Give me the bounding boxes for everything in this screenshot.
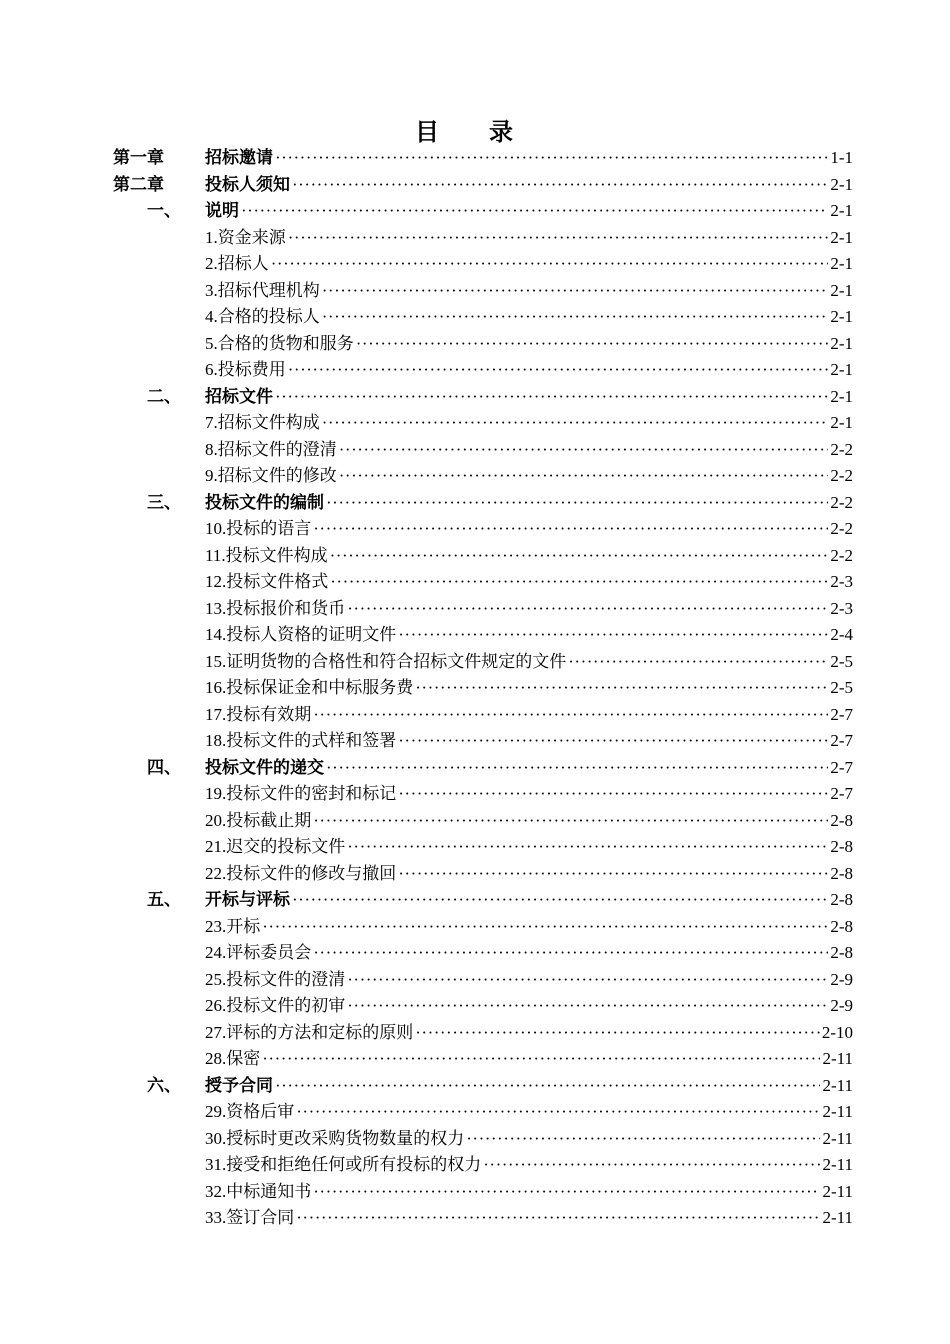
dot-leader (339, 440, 829, 460)
toc-entry-page: 2-1 (830, 307, 853, 326)
toc-entry[interactable] (113, 991, 853, 1018)
toc-entry-label: 7.招标文件构成 (205, 413, 320, 432)
toc-entry-label: 9.招标文件的修改 (205, 466, 337, 485)
toc-entry[interactable] (113, 276, 853, 303)
toc-entry-page: 2-8 (830, 863, 853, 883)
toc-entry-page: 1-1 (830, 148, 853, 167)
toc-entry[interactable] (113, 461, 853, 488)
toc-title: 目 录 (415, 120, 535, 146)
toc-entry-label: 13.投标报价和货币 (205, 598, 346, 618)
toc-entry-page: 2-2 (830, 519, 853, 538)
dot-leader (347, 996, 828, 1016)
toc-entry-page: 2-2 (830, 466, 853, 485)
toc-entry[interactable] (113, 912, 853, 939)
dot-leader (483, 1155, 820, 1175)
toc-entry-page: 2-7 (830, 731, 853, 750)
dot-leader (347, 599, 828, 619)
toc-entry-label: 23.开标 (205, 916, 261, 936)
toc-entry-page: 2-3 (830, 598, 853, 618)
toc-entry-label: 33.签订合同 (205, 1208, 295, 1227)
toc-entry-page: 2-5 (830, 651, 853, 671)
toc-entry-number: 二、 (147, 386, 181, 406)
toc-entry-number: 三、 (147, 492, 181, 512)
toc-entry[interactable] (113, 753, 853, 780)
toc-entry[interactable] (113, 1150, 853, 1177)
toc-entry[interactable] (113, 329, 853, 356)
dot-leader (339, 466, 829, 486)
toc-entry[interactable] (113, 514, 853, 541)
dot-leader (398, 864, 828, 884)
toc-entry-label: 招标文件 (205, 386, 273, 406)
toc-entry-page: 2-8 (830, 837, 853, 856)
toc-entry-page: 2-1 (830, 280, 853, 300)
toc-entry-label: 32.中标通知书 (205, 1181, 312, 1201)
dot-leader (262, 1049, 820, 1069)
toc-entry[interactable] (113, 355, 853, 382)
dot-leader (398, 731, 828, 751)
toc-entry[interactable] (113, 806, 853, 833)
toc-entry-page: 2-3 (830, 572, 853, 591)
toc-entry[interactable] (113, 594, 853, 621)
toc-entry-page: 2-1 (830, 413, 853, 432)
toc-entry-page: 2-11 (822, 1181, 853, 1201)
toc-entry-label: 22.投标文件的修改与撤回 (205, 863, 397, 883)
toc-entry[interactable] (113, 1097, 853, 1124)
toc-entry[interactable] (113, 1124, 853, 1151)
toc-entry-number: 四、 (147, 757, 181, 777)
toc-entry[interactable] (113, 143, 853, 170)
dot-leader (398, 625, 828, 645)
toc-entry[interactable] (113, 832, 853, 859)
toc-entry-label: 12.投标文件格式 (205, 572, 329, 591)
toc-entry-label: 19.投标文件的密封和标记 (205, 784, 397, 803)
toc-entry-page: 2-11 (822, 1128, 853, 1148)
dot-leader (398, 784, 828, 804)
toc-entry-label: 29.资格后审 (205, 1102, 295, 1121)
toc-entry-label: 1.资金来源 (205, 227, 286, 247)
dot-leader (241, 201, 828, 221)
toc-entry-label: 25.投标文件的澄清 (205, 969, 346, 989)
toc-entry[interactable] (113, 488, 853, 515)
toc-entry-number: 第一章 (113, 148, 164, 167)
toc-entry-label: 11.投标文件构成 (205, 545, 328, 565)
toc-entry[interactable] (113, 938, 853, 965)
dot-leader (326, 758, 828, 778)
dot-leader (296, 1102, 820, 1122)
toc-entry[interactable] (113, 1203, 853, 1230)
toc-entry-page: 2-1 (830, 360, 853, 379)
dot-leader (347, 970, 828, 990)
dot-leader (330, 572, 828, 592)
dot-leader (275, 1076, 820, 1096)
dot-leader (262, 917, 828, 937)
dot-leader (292, 175, 828, 195)
toc-entry-page: 2-2 (830, 439, 853, 459)
toc-entry-label: 3.招标代理机构 (205, 280, 320, 300)
toc-entry-label: 授予合同 (205, 1075, 273, 1095)
toc-entry-page: 2-1 (830, 254, 853, 273)
toc-entry-label: 2.招标人 (205, 254, 269, 273)
dot-leader (568, 652, 828, 672)
dot-leader (288, 360, 829, 380)
toc-entry-label: 6.投标费用 (205, 360, 286, 379)
toc-entry-label: 招标邀请 (205, 148, 273, 167)
toc-entry[interactable] (113, 859, 853, 886)
toc-entry[interactable] (113, 435, 853, 462)
toc-entry[interactable] (113, 1071, 853, 1098)
toc-entry-page: 2-11 (822, 1155, 853, 1174)
dot-leader (466, 1129, 820, 1149)
toc-entry[interactable] (113, 1044, 853, 1071)
toc-entry-page: 2-8 (830, 810, 853, 830)
toc-entry[interactable] (113, 885, 853, 912)
toc-entry[interactable] (113, 1177, 853, 1204)
toc-entry-page: 2-7 (830, 784, 853, 803)
toc-entry[interactable] (113, 647, 853, 674)
toc-entry-page: 2-1 (830, 227, 853, 247)
toc-entry-page: 2-9 (830, 996, 853, 1015)
toc-entry[interactable] (113, 302, 853, 329)
toc-entry-label: 4.合格的投标人 (205, 307, 320, 326)
toc-entry-page: 2-2 (830, 545, 853, 565)
toc-entry-label: 8.招标文件的澄清 (205, 439, 337, 459)
toc-entry-label: 28.保密 (205, 1049, 261, 1068)
table-of-contents (113, 143, 853, 1230)
toc-entry-page: 2-1 (830, 174, 853, 194)
toc-entry-page: 2-9 (830, 969, 853, 989)
toc-entry[interactable] (113, 700, 853, 727)
dot-leader (322, 413, 829, 433)
toc-entry-page: 2-11 (822, 1075, 853, 1095)
dot-leader (313, 811, 828, 831)
toc-entry[interactable] (113, 382, 853, 409)
toc-entry-page: 2-1 (830, 386, 853, 406)
toc-entry[interactable] (113, 726, 853, 753)
toc-entry-label: 5.合格的货物和服务 (205, 333, 354, 353)
toc-entry-page: 2-7 (830, 704, 853, 724)
toc-entry-label: 18.投标文件的式样和签署 (205, 731, 397, 750)
toc-entry-label: 30.授标时更改采购货物数量的权力 (205, 1128, 465, 1148)
toc-entry[interactable] (113, 620, 853, 647)
toc-entry-label: 10.投标的语言 (205, 519, 312, 538)
dot-leader (288, 228, 829, 248)
toc-entry-page: 2-7 (830, 757, 853, 777)
toc-entry-number: 一、 (147, 201, 181, 220)
toc-entry-page: 2-8 (830, 916, 853, 936)
toc-entry-page: 2-2 (830, 492, 853, 512)
dot-leader (330, 546, 829, 566)
toc-entry[interactable] (113, 1018, 853, 1045)
toc-entry-label: 20.投标截止期 (205, 810, 312, 830)
toc-entry[interactable] (113, 965, 853, 992)
dot-leader (296, 1208, 820, 1228)
toc-entry-label: 15.证明货物的合格性和符合招标文件规定的文件 (205, 651, 567, 671)
toc-entry-label: 投标文件的编制 (205, 492, 324, 512)
dot-leader (313, 943, 828, 963)
toc-entry[interactable] (113, 196, 853, 223)
dot-leader (313, 519, 828, 539)
toc-entry-label: 26.投标文件的初审 (205, 996, 346, 1015)
toc-entry-number: 五、 (147, 890, 181, 909)
toc-entry-number: 六、 (147, 1075, 181, 1095)
dot-leader (347, 837, 828, 857)
toc-entry-label: 21.迟交的投标文件 (205, 837, 346, 856)
toc-entry-label: 开标与评标 (205, 890, 290, 909)
toc-entry-label: 31.接受和拒绝任何或所有投标的权力 (205, 1155, 482, 1174)
toc-entry-page: 2-8 (830, 890, 853, 909)
dot-leader (415, 1023, 820, 1043)
toc-entry-page: 2-1 (830, 201, 853, 220)
toc-entry-page: 2-10 (821, 1022, 853, 1042)
toc-entry-label: 27.评标的方法和定标的原则 (205, 1022, 414, 1042)
dot-leader (326, 493, 828, 513)
toc-entry-page: 2-8 (830, 943, 853, 962)
dot-leader (271, 254, 829, 274)
toc-entry-label: 投标文件的递交 (205, 757, 324, 777)
toc-entry-label: 投标人须知 (205, 174, 290, 194)
toc-entry[interactable] (113, 567, 853, 594)
toc-entry[interactable] (113, 779, 853, 806)
toc-entry[interactable] (113, 223, 853, 250)
dot-leader (292, 890, 828, 910)
toc-entry[interactable] (113, 541, 853, 568)
toc-entry[interactable] (113, 170, 853, 197)
toc-entry-page: 2-11 (822, 1102, 853, 1121)
dot-leader (275, 148, 828, 168)
toc-entry-page: 2-1 (830, 333, 853, 353)
toc-entry-label: 24.评标委员会 (205, 943, 312, 962)
toc-entry-page: 2-5 (830, 678, 853, 697)
dot-leader (313, 705, 828, 725)
toc-entry[interactable] (113, 673, 853, 700)
toc-entry[interactable] (113, 249, 853, 276)
toc-entry-label: 17.投标有效期 (205, 704, 312, 724)
dot-leader (275, 387, 828, 407)
toc-entry-page: 2-11 (822, 1208, 853, 1227)
toc-entry-label: 说明 (205, 201, 239, 220)
toc-entry-label: 14.投标人资格的证明文件 (205, 625, 397, 644)
dot-leader (313, 1182, 820, 1202)
toc-entry-page: 2-11 (822, 1049, 853, 1068)
toc-entry-page: 2-4 (830, 625, 853, 644)
dot-leader (322, 307, 829, 327)
dot-leader (322, 281, 829, 301)
dot-leader (415, 678, 828, 698)
toc-entry-number: 第二章 (113, 174, 164, 194)
toc-entry[interactable] (113, 408, 853, 435)
toc-entry-label: 16.投标保证金和中标服务费 (205, 678, 414, 697)
dot-leader (356, 334, 829, 354)
